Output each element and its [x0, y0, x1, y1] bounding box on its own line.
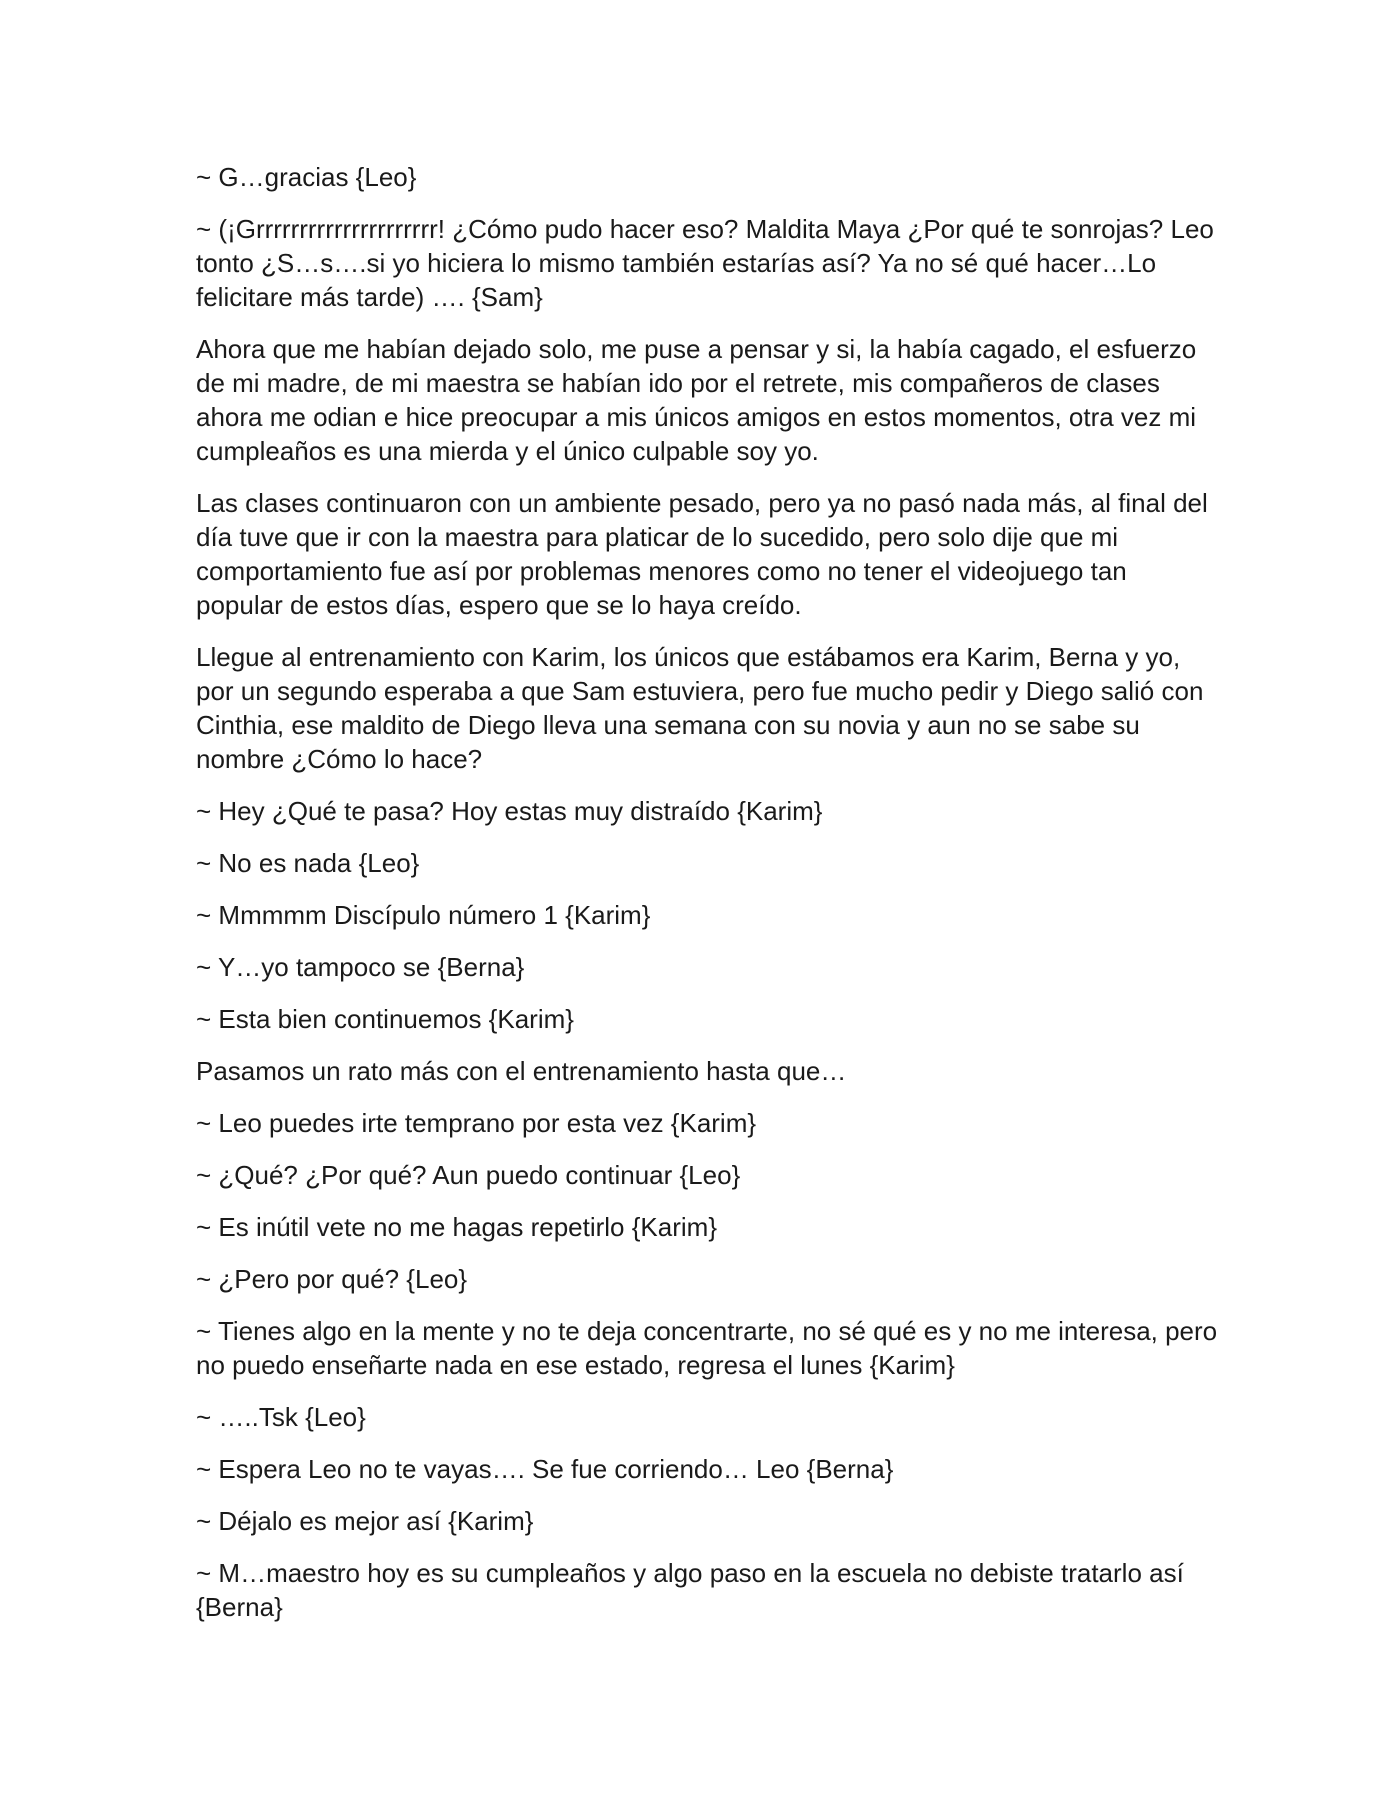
dialogue-line: ~ ¿Qué? ¿Por qué? Aun puedo continuar {Leo}: [196, 1160, 741, 1190]
dialogue-line: ~ Esta bien continuemos {Karim}: [196, 1004, 574, 1034]
dialogue-line: ~ Déjalo es mejor así {Karim}: [196, 1506, 534, 1536]
narrative-paragraph: Ahora que me habían dejado solo, me puse a pensar y si, la había cagado, el esfuerzo de mi madre, de mi maestra se habían ido por el retrete, mis compañeros de clases ahora me odian e hice preocupar a mis únicos amigos en estos momentos, otra vez mi cumpleaños es una mierda y el único culpable soy yo.: [196, 334, 1197, 466]
dialogue-line: ~ M…maestro hoy es su cumpleaños y algo paso en la escuela no debiste tratarlo así {Berna}: [196, 1558, 1184, 1622]
dialogue-line: ~ Hey ¿Qué te pasa? Hoy estas muy distraído {Karim}: [196, 796, 823, 826]
dialogue-line: ~ Y…yo tampoco se {Berna}: [196, 952, 525, 982]
dialogue-line: ~ (¡Grrrrrrrrrrrrrrrrrrrrr! ¿Cómo pudo hacer eso? Maldita Maya ¿Por qué te sonrojas? Leo tonto ¿S…s….si yo hiciera lo mismo también estarías así? Ya no sé qué hacer…Lo felicitare más tarde) …. {Sam}: [196, 214, 1214, 312]
dialogue-line: ~ No es nada {Leo}: [196, 848, 420, 878]
dialogue-line: ~ Leo puedes irte temprano por esta vez {Karim}: [196, 1108, 757, 1138]
narrative-paragraph: Las clases continuaron con un ambiente pesado, pero ya no pasó nada más, al final del día tuve que ir con la maestra para platicar de lo sucedido, pero solo dije que mi comportamiento fue así por problemas menores como no tener el videojuego tan popular de estos días, espero que se lo haya creído.: [196, 488, 1208, 620]
document-body: [196, 160, 1220, 1642]
narrative-paragraph: Llegue al entrenamiento con Karim, los únicos que estábamos era Karim, Berna y yo, por un segundo esperaba a que Sam estuviera, pero fue mucho pedir y Diego salió con Cinthia, ese maldito de Diego lleva una semana con su novia y aun no se sabe su nombre ¿Cómo lo hace?: [196, 642, 1204, 774]
dialogue-line: ~ Es inútil vete no me hagas repetirlo {Karim}: [196, 1212, 718, 1242]
dialogue-line: ~ G…gracias {Leo}: [196, 162, 417, 192]
dialogue-line: ~ Espera Leo no te vayas…. Se fue corriendo… Leo {Berna}: [196, 1454, 894, 1484]
dialogue-line: ~ Mmmmm Discípulo número 1 {Karim}: [196, 900, 651, 930]
dialogue-line: ~ ¿Pero por qué? {Leo}: [196, 1264, 468, 1294]
narrative-paragraph: Pasamos un rato más con el entrenamiento hasta que…: [196, 1056, 847, 1086]
dialogue-line: ~ …..Tsk {Leo}: [196, 1402, 366, 1432]
dialogue-line: ~ Tienes algo en la mente y no te deja concentrarte, no sé qué es y no me interesa, pero no puedo enseñarte nada en ese estado, regresa el lunes {Karim}: [196, 1316, 1218, 1380]
